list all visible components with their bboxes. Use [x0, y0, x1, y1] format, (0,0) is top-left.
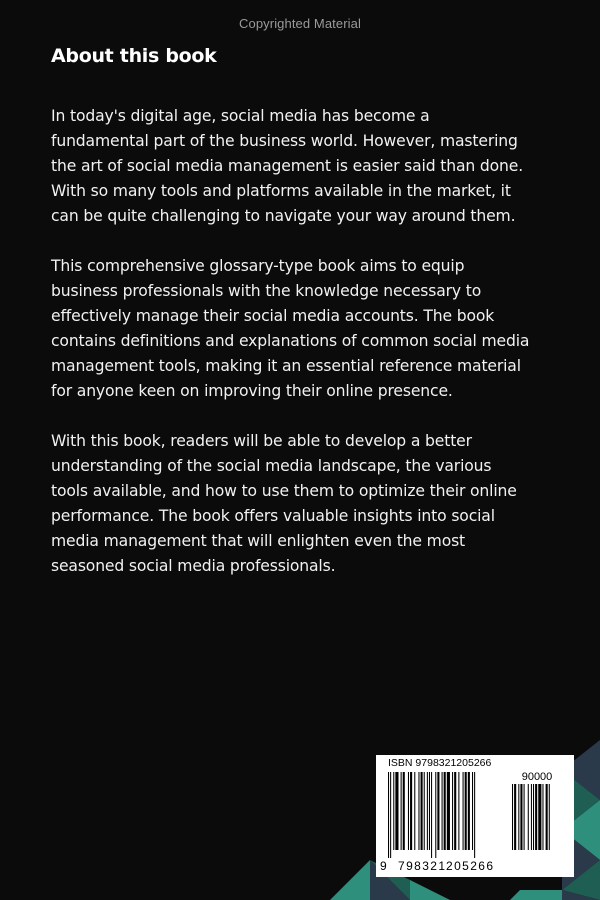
barcode-bar	[435, 772, 436, 858]
barcode-bar	[395, 772, 398, 850]
barcode-bar	[531, 784, 532, 850]
barcode-bar	[401, 772, 402, 850]
barcode-bar	[403, 772, 405, 850]
barcode-bar	[421, 772, 423, 850]
barcode-bar	[512, 784, 513, 850]
barcode-bar	[408, 772, 409, 850]
barcode-bar	[452, 772, 453, 850]
barcode-bar	[538, 784, 541, 850]
description-paragraph-3: With this book, readers will be able to develop a better understanding of the social media landscape, the various tools available, and how to use them to optimize their online performance. The book offers valuable insights into social media management that will enlighten even the most seasoned social media professionals.	[51, 432, 517, 575]
barcode-bar	[549, 784, 550, 850]
barcode-bar	[514, 784, 516, 850]
description-paragraph-2: This comprehensive glossary-type book aims to equip business professionals with the knowledge necessary to effectively manage their social media accounts. The book contains definitions and explanations of common social media management tools, making it an essential reference material for anyone keen on improving their online presence.	[51, 257, 530, 400]
barcode-bar	[474, 772, 475, 858]
barcode-bar	[424, 772, 425, 850]
barcode-bar	[390, 772, 391, 858]
page-heading: About this book	[51, 45, 217, 67]
barcode-bar	[518, 784, 519, 850]
description-paragraph-1: In today's digital age, social media has become a fundamental part of the business world. However, mastering the art of social media management is easier said than done. With so many tools and platforms available in the market, it can be quite challenging to navigate your way around them.	[51, 107, 524, 225]
barcode-bar	[458, 772, 459, 850]
barcode-bar	[542, 784, 543, 850]
barcode-bar	[533, 784, 534, 850]
barcode-bar	[442, 772, 443, 850]
barcode-bar	[388, 772, 389, 858]
barcode-bar	[472, 772, 473, 850]
barcode-bar	[454, 772, 456, 850]
barcode-bar	[431, 772, 432, 858]
barcode-bar	[427, 772, 428, 850]
barcode-digits-right: 205266	[446, 859, 495, 873]
barcode-bar	[520, 784, 522, 850]
barcode-bar	[468, 772, 470, 850]
barcode-bar	[535, 784, 537, 850]
barcode-bar	[418, 772, 419, 850]
barcode-bar	[546, 784, 548, 850]
copyright-watermark-top: Copyrighted Material	[239, 16, 361, 31]
barcode-bar	[463, 772, 464, 850]
barcode-bar	[465, 772, 467, 850]
barcode-digit-first: 9	[380, 859, 389, 873]
barcode-bar	[429, 772, 430, 850]
barcode-bar	[437, 772, 439, 850]
barcode-bar	[528, 784, 529, 850]
barcode-bar	[444, 772, 446, 850]
barcode-bar	[524, 784, 525, 850]
barcode-bars	[388, 772, 506, 858]
book-description	[51, 104, 531, 604]
barcode-bar	[414, 772, 415, 850]
barcode-bar	[410, 772, 412, 850]
barcode-bar	[393, 772, 394, 850]
isbn-label: ISBN 9798321205266	[388, 757, 492, 769]
price-addon-bars	[512, 784, 562, 858]
isbn-barcode	[376, 755, 574, 877]
price-code: 90000	[521, 771, 553, 783]
barcode-digits-left: 798321	[398, 859, 447, 873]
barcode-bar	[447, 772, 450, 850]
